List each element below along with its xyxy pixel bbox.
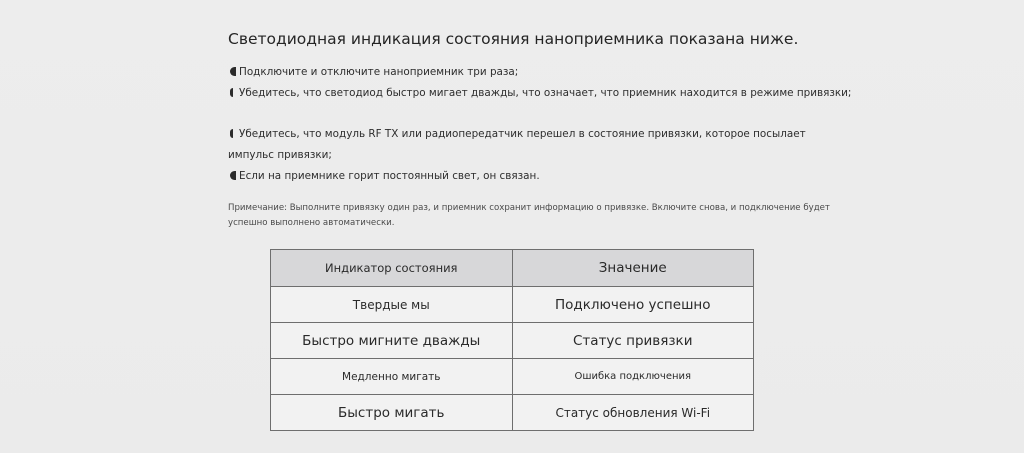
bullet-icon	[230, 129, 233, 138]
bullet-icon	[230, 171, 236, 180]
step-2-text: Убедитесь, что светодиод быстро мигает дважды, что означает, что приемник находится в режиме привязки;	[239, 87, 852, 99]
meaning-cell: Статус привязки	[512, 323, 754, 359]
step-1	[230, 66, 518, 78]
column-header-meaning: Значение	[512, 250, 754, 287]
table-header-row	[271, 250, 754, 287]
step-3	[230, 128, 806, 140]
step-1-text: Подключите и отключите наноприемник три раза;	[239, 66, 519, 78]
indicator-cell: Быстро мигните дважды	[271, 323, 513, 359]
page-title: Светодиодная индикация состояния наноприемника показана ниже.	[228, 30, 799, 48]
step-2	[230, 87, 851, 99]
meaning-cell: Статус обновления Wi-Fi	[512, 395, 754, 431]
indicator-cell: Твердые мы	[271, 287, 513, 323]
bullet-icon	[230, 88, 233, 97]
column-header-indicator: Индикатор состояния	[271, 250, 513, 287]
step-4	[230, 170, 540, 182]
table-row	[271, 287, 754, 323]
note-line-2: успешно выполнено автоматически.	[228, 218, 395, 228]
meaning-cell: Подключено успешно	[512, 287, 754, 323]
step-4-text: Если на приемнике горит постоянный свет, он связан.	[239, 170, 540, 182]
step-3-continued: импульс привязки;	[228, 149, 332, 161]
status-table	[270, 249, 754, 431]
note-line-1: Примечание: Выполните привязку один раз, и приемник сохранит информацию о привязке. Включите снова, и подключение будет	[228, 203, 830, 213]
table-row	[271, 395, 754, 431]
bullet-icon	[230, 67, 236, 76]
indicator-cell: Быстро мигать	[271, 395, 513, 431]
meaning-cell: Ошибка подключения	[512, 359, 754, 395]
step-3-text: Убедитесь, что модуль RF TX или радиопередатчик перешел в состояние привязки, которое посылает	[239, 128, 806, 140]
table-row	[271, 323, 754, 359]
indicator-cell: Медленно мигать	[271, 359, 513, 395]
table-row	[271, 359, 754, 395]
